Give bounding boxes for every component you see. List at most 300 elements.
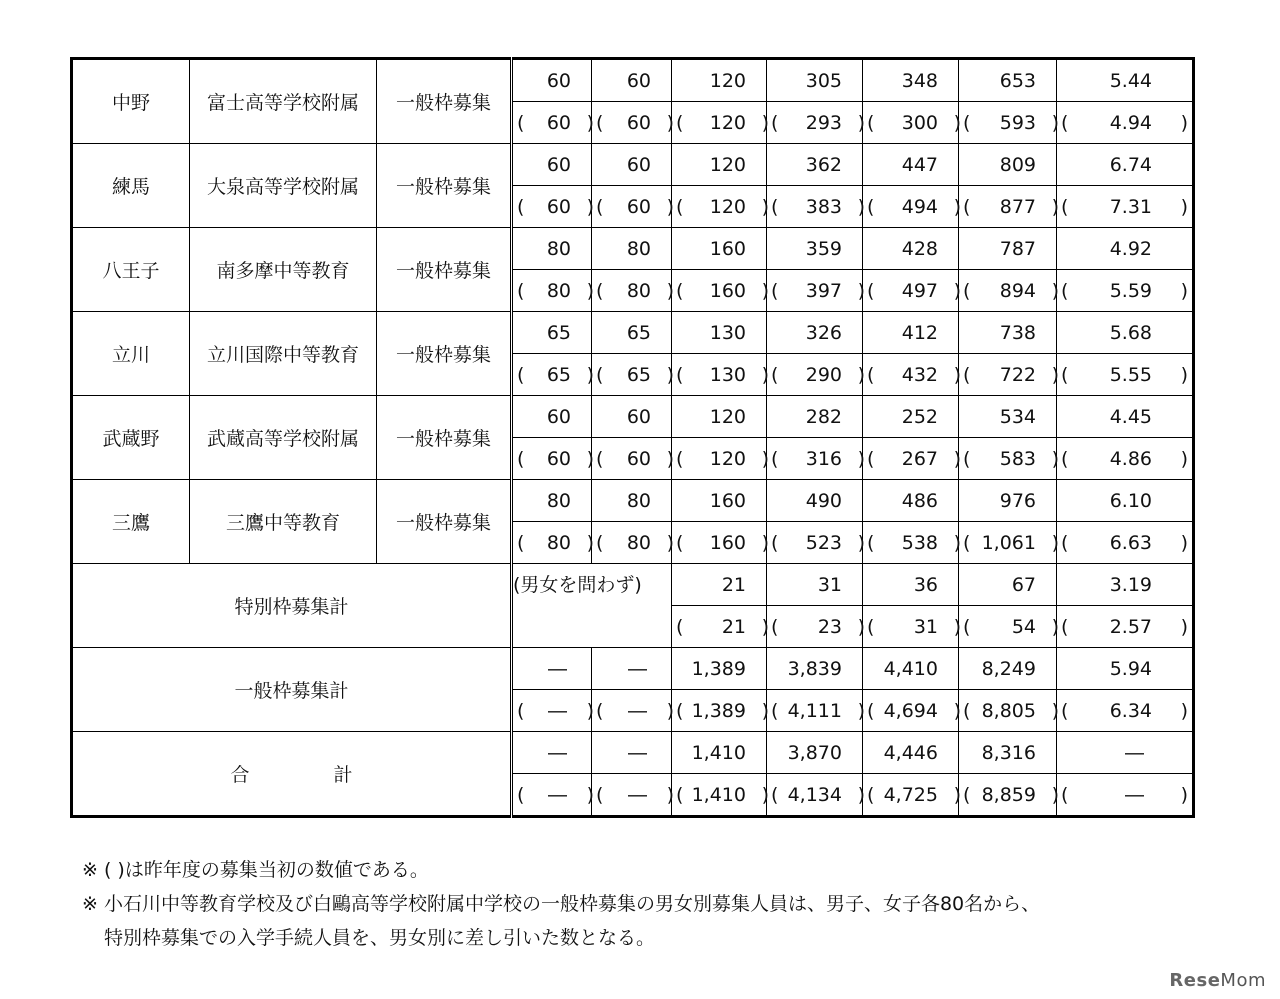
paren-open: ( — [676, 447, 684, 470]
grand-total-label-b: 計 — [333, 764, 353, 786]
value-text: 80 — [626, 237, 651, 260]
value-text: 593 — [999, 111, 1036, 134]
prev-year-value — [1057, 522, 1194, 564]
paren-close: ) — [857, 783, 865, 806]
prev-year-value — [863, 522, 959, 564]
paren-close: ) — [953, 363, 961, 386]
paren-close: ) — [857, 531, 865, 554]
paren-close: ) — [857, 699, 865, 722]
value-text: 490 — [805, 489, 842, 512]
paren-open: ( — [771, 783, 779, 806]
value-text: 267 — [901, 447, 938, 470]
paren-open: ( — [1061, 699, 1069, 722]
prev-year-value — [767, 690, 863, 732]
value-text: 5.44 — [1109, 69, 1152, 92]
paren-open: ( — [867, 783, 875, 806]
footnote-1: ※ ( )は昨年度の募集当初の数値である。 — [82, 859, 429, 881]
paren-open: ( — [1061, 615, 1069, 638]
current-value — [672, 396, 767, 438]
current-value — [592, 59, 672, 102]
value-text: 497 — [901, 279, 938, 302]
paren-close: ) — [857, 447, 865, 470]
current-value — [1057, 312, 1194, 354]
current-value — [767, 480, 863, 522]
current-value — [672, 480, 767, 522]
paren-open: ( — [596, 699, 604, 722]
value-text: 3,870 — [787, 741, 842, 764]
value-text: ― — [1125, 741, 1144, 764]
paren-close: ) — [953, 195, 961, 218]
prev-year-value — [959, 438, 1057, 480]
enrollment-table — [70, 57, 1195, 818]
paren-close: ) — [586, 447, 594, 470]
paren-open: ( — [1061, 531, 1069, 554]
paren-open: ( — [517, 783, 525, 806]
paren-open: ( — [867, 363, 875, 386]
paren-close: ) — [1051, 447, 1059, 470]
value-text: 523 — [805, 531, 842, 554]
value-text: 160 — [709, 531, 746, 554]
current-value — [863, 648, 959, 690]
prev-year-value — [1057, 186, 1194, 228]
prev-year-value — [767, 774, 863, 817]
value-text: 293 — [805, 111, 842, 134]
value-text: 4.45 — [1109, 405, 1152, 428]
prev-year-value — [672, 606, 767, 648]
paren-close: ) — [953, 615, 961, 638]
resemom-logo — [1169, 970, 1266, 991]
paren-close: ) — [586, 111, 594, 134]
value-text: ― — [548, 741, 567, 764]
value-text: ― — [628, 657, 647, 680]
paren-open: ( — [963, 447, 971, 470]
value-text: 4,446 — [883, 741, 938, 764]
value-text: 65 — [546, 321, 571, 344]
paren-open: ( — [596, 279, 604, 302]
recruit-type-cell: 一般枠募集 — [377, 59, 512, 144]
value-text: 348 — [901, 69, 938, 92]
value-text: 538 — [901, 531, 938, 554]
current-value — [959, 59, 1057, 102]
paren-close: ) — [761, 699, 769, 722]
value-text: 60 — [626, 69, 651, 92]
current-value — [592, 480, 672, 522]
prev-year-value — [512, 186, 592, 228]
value-text: 120 — [709, 195, 746, 218]
value-text: ― — [1125, 783, 1144, 806]
value-text: 160 — [709, 237, 746, 260]
prev-year-value — [592, 186, 672, 228]
current-value — [863, 312, 959, 354]
school-cell: 富士高等学校附属 — [190, 59, 377, 144]
paren-open: ( — [963, 531, 971, 554]
current-value — [672, 732, 767, 774]
value-text: 60 — [626, 447, 651, 470]
value-text: 80 — [546, 237, 571, 260]
prev-year-value — [767, 522, 863, 564]
current-value — [959, 312, 1057, 354]
paren-open: ( — [867, 195, 875, 218]
prev-year-value — [767, 186, 863, 228]
current-value — [1057, 228, 1194, 270]
value-text: 300 — [901, 111, 938, 134]
paren-open: ( — [771, 531, 779, 554]
current-value — [1057, 144, 1194, 186]
value-text: 31 — [817, 573, 842, 596]
paren-close: ) — [586, 195, 594, 218]
prev-year-value — [863, 606, 959, 648]
paren-open: ( — [676, 111, 684, 134]
value-text: 583 — [999, 447, 1036, 470]
current-value — [767, 396, 863, 438]
value-text: 4.92 — [1109, 237, 1152, 260]
paren-close: ) — [666, 783, 674, 806]
value-text: 120 — [709, 69, 746, 92]
value-text: 80 — [546, 489, 571, 512]
paren-open: ( — [771, 615, 779, 638]
current-value — [767, 312, 863, 354]
prev-year-value — [863, 354, 959, 396]
value-text: 290 — [805, 363, 842, 386]
paren-close: ) — [857, 111, 865, 134]
prev-year-value — [512, 438, 592, 480]
value-text: 6.63 — [1109, 531, 1152, 554]
value-text: 894 — [999, 279, 1036, 302]
paren-open: ( — [517, 447, 525, 470]
current-value — [592, 396, 672, 438]
paren-close: ) — [953, 699, 961, 722]
paren-close: ) — [666, 279, 674, 302]
paren-close: ) — [1180, 195, 1188, 218]
current-value — [512, 312, 592, 354]
paren-close: ) — [586, 531, 594, 554]
prev-year-value — [863, 186, 959, 228]
value-text: 80 — [626, 489, 651, 512]
current-value — [863, 396, 959, 438]
value-text: 3.19 — [1109, 573, 1152, 596]
paren-open: ( — [517, 699, 525, 722]
value-text: 60 — [546, 153, 571, 176]
value-text: 120 — [709, 111, 746, 134]
district-cell: 中野 — [72, 59, 190, 144]
value-text: 80 — [546, 279, 571, 302]
current-value — [672, 564, 767, 606]
paren-open: ( — [867, 111, 875, 134]
prev-year-value — [767, 438, 863, 480]
grand-total-label — [72, 732, 512, 817]
prev-year-value — [512, 690, 592, 732]
current-value — [767, 228, 863, 270]
prev-year-value — [512, 354, 592, 396]
current-value — [672, 312, 767, 354]
recruit-type-cell: 一般枠募集 — [377, 144, 512, 228]
paren-close: ) — [857, 195, 865, 218]
paren-open: ( — [596, 783, 604, 806]
current-value — [863, 564, 959, 606]
current-value — [1057, 648, 1194, 690]
paren-open: ( — [1061, 447, 1069, 470]
value-text: 8,859 — [981, 783, 1036, 806]
table-row — [72, 312, 1194, 354]
value-text: 21 — [721, 615, 746, 638]
school-cell: 三鷹中等教育 — [190, 480, 377, 564]
prev-year-value — [1057, 438, 1194, 480]
current-value — [1057, 732, 1194, 774]
prev-year-value — [592, 690, 672, 732]
paren-close: ) — [586, 783, 594, 806]
district-cell: 三鷹 — [72, 480, 190, 564]
value-text: 8,805 — [981, 699, 1036, 722]
district-cell: 八王子 — [72, 228, 190, 312]
current-value — [512, 732, 592, 774]
paren-open: ( — [771, 699, 779, 722]
value-text: 60 — [546, 195, 571, 218]
prev-year-value — [767, 270, 863, 312]
paren-close: ) — [586, 279, 594, 302]
prev-year-value — [959, 354, 1057, 396]
value-text: 5.68 — [1109, 321, 1152, 344]
current-value — [863, 59, 959, 102]
value-text: 80 — [626, 531, 651, 554]
current-value — [959, 732, 1057, 774]
current-value — [512, 648, 592, 690]
paren-close: ) — [666, 447, 674, 470]
paren-open: ( — [517, 363, 525, 386]
table-row — [72, 480, 1194, 522]
special-row — [72, 564, 1194, 606]
prev-year-value — [863, 102, 959, 144]
prev-year-value — [1057, 354, 1194, 396]
recruit-type-cell: 一般枠募集 — [377, 396, 512, 480]
paren-close: ) — [1051, 363, 1059, 386]
value-text: 6.74 — [1109, 153, 1152, 176]
current-value — [767, 144, 863, 186]
paren-close: ) — [1180, 531, 1188, 554]
value-text: 809 — [999, 153, 1036, 176]
paren-open: ( — [676, 783, 684, 806]
recruit-type-cell: 一般枠募集 — [377, 480, 512, 564]
paren-close: ) — [1051, 699, 1059, 722]
current-value — [512, 396, 592, 438]
paren-close: ) — [666, 195, 674, 218]
value-text: 4,134 — [787, 783, 842, 806]
paren-open: ( — [771, 447, 779, 470]
current-value — [863, 144, 959, 186]
paren-close: ) — [857, 279, 865, 302]
prev-year-value — [592, 438, 672, 480]
paren-close: ) — [1051, 195, 1059, 218]
prev-year-value — [959, 774, 1057, 817]
value-text: 6.10 — [1109, 489, 1152, 512]
value-text: 383 — [805, 195, 842, 218]
table-row — [72, 228, 1194, 270]
current-value — [672, 144, 767, 186]
table-row — [72, 396, 1194, 438]
current-value — [863, 732, 959, 774]
general-total-label: 一般枠募集計 — [72, 648, 512, 732]
school-cell: 南多摩中等教育 — [190, 228, 377, 312]
value-text: 428 — [901, 237, 938, 260]
logo-text-a: Rese — [1169, 970, 1221, 991]
prev-year-value — [767, 102, 863, 144]
value-text: 653 — [999, 69, 1036, 92]
current-value — [592, 144, 672, 186]
value-text: 1,410 — [691, 741, 746, 764]
value-text: 432 — [901, 363, 938, 386]
prev-year-value — [959, 270, 1057, 312]
value-text: 21 — [721, 573, 746, 596]
value-text: 326 — [805, 321, 842, 344]
school-cell: 大泉高等学校附属 — [190, 144, 377, 228]
paren-open: ( — [676, 699, 684, 722]
value-text: 252 — [901, 405, 938, 428]
value-text: ― — [548, 699, 567, 722]
current-value — [959, 144, 1057, 186]
paren-close: ) — [857, 363, 865, 386]
value-text: 8,249 — [981, 657, 1036, 680]
value-text: 305 — [805, 69, 842, 92]
paren-open: ( — [963, 783, 971, 806]
value-text: 3,839 — [787, 657, 842, 680]
paren-open: ( — [963, 279, 971, 302]
prev-year-value — [672, 270, 767, 312]
value-text: 6.34 — [1109, 699, 1152, 722]
paren-open: ( — [963, 363, 971, 386]
value-text: ― — [548, 657, 567, 680]
prev-year-value — [592, 102, 672, 144]
prev-year-value — [959, 606, 1057, 648]
paren-close: ) — [1051, 615, 1059, 638]
recruit-type-cell: 一般枠募集 — [377, 228, 512, 312]
paren-open: ( — [963, 195, 971, 218]
current-value — [1057, 59, 1194, 102]
school-cell: 武蔵高等学校附属 — [190, 396, 377, 480]
current-value — [959, 564, 1057, 606]
paren-close: ) — [1180, 699, 1188, 722]
paren-close: ) — [857, 615, 865, 638]
prev-year-value — [863, 774, 959, 817]
value-text: 60 — [626, 405, 651, 428]
paren-close: ) — [761, 195, 769, 218]
value-text: 60 — [626, 195, 651, 218]
value-text: 1,389 — [691, 699, 746, 722]
paren-open: ( — [963, 699, 971, 722]
paren-close: ) — [761, 783, 769, 806]
prev-year-value — [959, 102, 1057, 144]
paren-close: ) — [1051, 531, 1059, 554]
value-text: 5.59 — [1109, 279, 1152, 302]
prev-year-value — [592, 522, 672, 564]
prev-year-value — [592, 774, 672, 817]
value-text: 65 — [626, 363, 651, 386]
paren-open: ( — [771, 111, 779, 134]
paren-close: ) — [1180, 111, 1188, 134]
value-text: 787 — [999, 237, 1036, 260]
logo-text-b: Mom — [1220, 970, 1266, 991]
value-text: 120 — [709, 153, 746, 176]
current-value — [959, 228, 1057, 270]
prev-year-value — [959, 522, 1057, 564]
paren-close: ) — [761, 111, 769, 134]
paren-open: ( — [771, 279, 779, 302]
prev-year-value — [512, 774, 592, 817]
value-text: 4,725 — [883, 783, 938, 806]
value-text: 5.94 — [1109, 657, 1152, 680]
paren-close: ) — [953, 531, 961, 554]
value-text: 738 — [999, 321, 1036, 344]
paren-close: ) — [953, 279, 961, 302]
prev-year-value — [959, 186, 1057, 228]
paren-open: ( — [596, 363, 604, 386]
paren-open: ( — [676, 363, 684, 386]
paren-close: ) — [586, 699, 594, 722]
prev-year-value — [672, 690, 767, 732]
prev-year-value — [1057, 690, 1194, 732]
district-cell: 武蔵野 — [72, 396, 190, 480]
table-row — [72, 648, 1194, 690]
current-value — [767, 564, 863, 606]
value-text: 23 — [817, 615, 842, 638]
paren-close: ) — [953, 447, 961, 470]
value-text: 7.31 — [1109, 195, 1152, 218]
value-text: 4,410 — [883, 657, 938, 680]
value-text: 60 — [546, 111, 571, 134]
value-text: 31 — [913, 615, 938, 638]
prev-year-value — [959, 690, 1057, 732]
footnote-2: ※ 小石川中等教育学校及び白鷗高等学校附属中学校の一般枠募集の男女別募集人員は、男子、女子各80名から、 — [82, 893, 1041, 915]
prev-year-value — [672, 354, 767, 396]
value-text: 60 — [546, 405, 571, 428]
paren-close: ) — [1180, 615, 1188, 638]
paren-open: ( — [771, 363, 779, 386]
value-text: 5.55 — [1109, 363, 1152, 386]
prev-year-value — [767, 354, 863, 396]
footnotes — [82, 853, 1202, 955]
table-row — [72, 59, 1194, 102]
value-text: 976 — [999, 489, 1036, 512]
prev-year-value — [863, 438, 959, 480]
paren-open: ( — [867, 699, 875, 722]
value-text: 4.94 — [1109, 111, 1152, 134]
current-value — [672, 228, 767, 270]
prev-year-value — [672, 186, 767, 228]
paren-open: ( — [517, 531, 525, 554]
value-text: ― — [548, 783, 567, 806]
paren-open: ( — [1061, 363, 1069, 386]
current-value — [1057, 480, 1194, 522]
current-value — [672, 59, 767, 102]
paren-open: ( — [1061, 783, 1069, 806]
grand-total-label-a: 合 — [230, 764, 250, 786]
value-text: 120 — [709, 447, 746, 470]
paren-open: ( — [1061, 279, 1069, 302]
paren-open: ( — [867, 279, 875, 302]
current-value — [959, 648, 1057, 690]
paren-close: ) — [761, 531, 769, 554]
value-text: 4,694 — [883, 699, 938, 722]
paren-open: ( — [517, 111, 525, 134]
paren-close: ) — [761, 615, 769, 638]
gender-note: (男女を問わず) — [512, 564, 672, 648]
paren-open: ( — [596, 195, 604, 218]
prev-year-value — [672, 522, 767, 564]
value-text: 397 — [805, 279, 842, 302]
value-text: 359 — [805, 237, 842, 260]
value-text: 60 — [546, 447, 571, 470]
prev-year-value — [672, 438, 767, 480]
paren-close: ) — [1051, 279, 1059, 302]
paren-open: ( — [963, 615, 971, 638]
